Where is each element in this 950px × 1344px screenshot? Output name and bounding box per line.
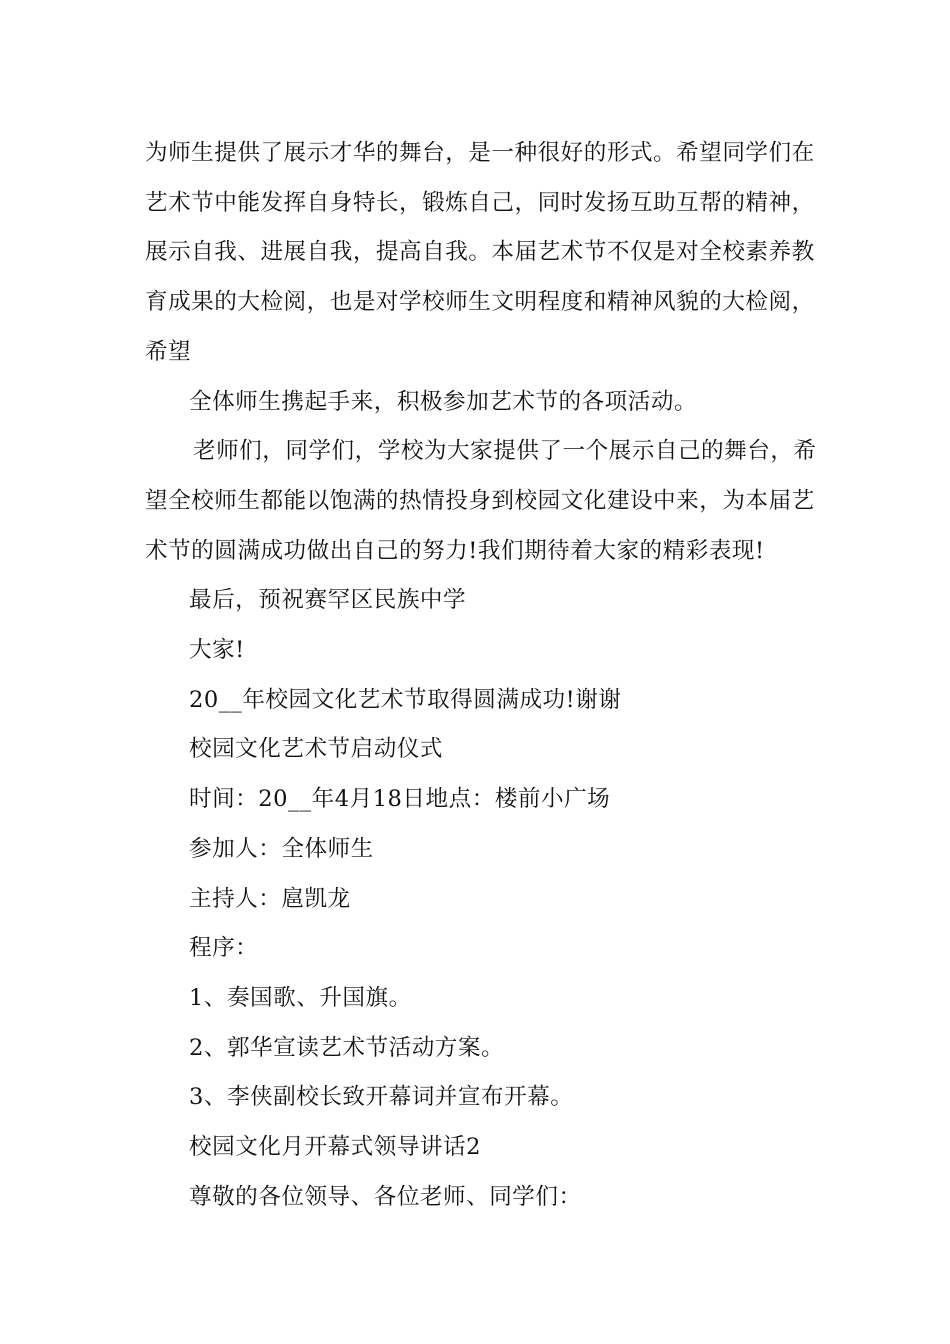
program-label: 程序：	[189, 935, 259, 962]
text-line: 老师们，同学们，学校为大家提供了一个展示自己的舞台，希	[193, 438, 817, 465]
text-line: 艺术节中能发挥自身特长，锻炼自己，同时发扬互助互帮的精神，	[145, 189, 815, 216]
host-line: 主持人：扈凯龙	[189, 885, 351, 912]
program-item: 2、郭华宣读艺术节活动方案。	[189, 1034, 505, 1061]
paragraph-stage-for-talent	[145, 129, 815, 378]
ceremony-title: 校园文化艺术节启动仪式	[189, 736, 444, 763]
text-line: 术节的圆满成功做出自己的努力!我们期待着大家的精彩表现!	[145, 537, 765, 564]
document-body	[145, 129, 817, 1222]
line-wish-success: 20__年校园文化艺术节取得圆满成功!谢谢	[189, 686, 622, 713]
paragraph-teachers-students	[145, 427, 817, 576]
text-line: 为师生提供了展示才华的舞台，是一种很好的形式。希望同学们在	[145, 140, 815, 166]
section-title: 校园文化月开幕式领导讲话2	[189, 1134, 481, 1161]
time-place-line: 时间：20__年4月18日地点：楼前小广场	[189, 786, 611, 813]
greeting-line: 尊敬的各位领导、各位老师、同学们：	[189, 1183, 582, 1210]
paragraph-join-hands: 全体师生携起手来，积极参加艺术节的各项活动。	[189, 388, 698, 415]
text-line: 望全校师生都能以饱满的热情投身到校园文化建设中来，为本届艺	[145, 487, 815, 514]
text-line: 希望	[145, 338, 192, 365]
line-finally: 最后，预祝赛罕区民族中学	[189, 587, 467, 614]
text-line: 展示自我、进展自我，提高自我。本届艺术节不仅是对全校素养教	[145, 239, 815, 266]
line-everyone: 大家!	[189, 637, 245, 664]
participants-line: 参加人：全体师生	[189, 835, 374, 862]
program-item: 3、李侠副校长致开幕词并宣布开幕。	[189, 1084, 574, 1111]
program-item: 1、奏国歌、升国旗。	[189, 984, 412, 1011]
text-line: 育成果的大检阅，也是对学校师生文明程度和精神风貌的大检阅，	[145, 289, 815, 316]
